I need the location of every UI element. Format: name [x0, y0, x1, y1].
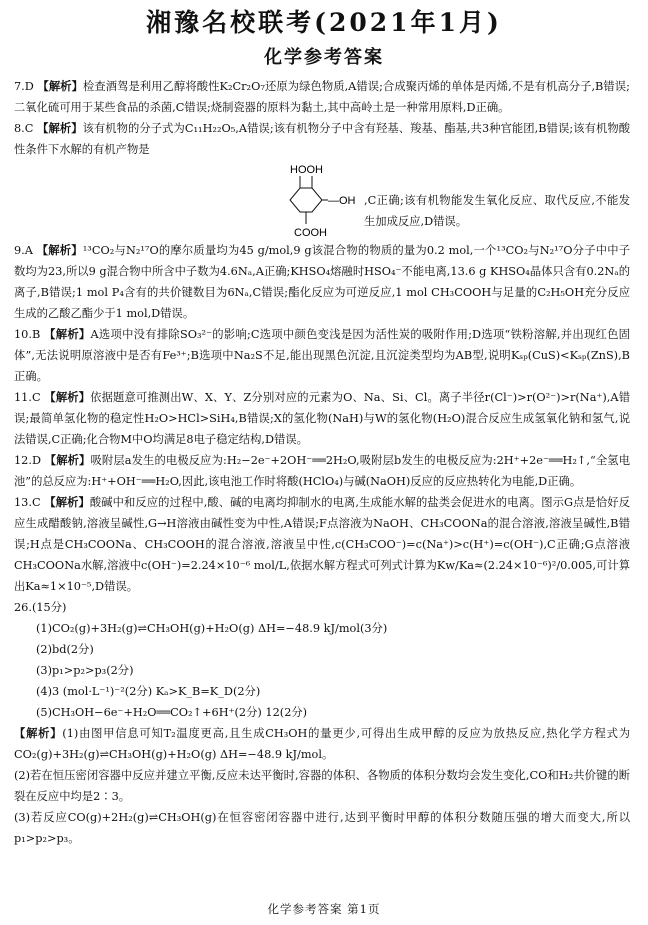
q26-item-4: (4)3 (mol·L⁻¹)⁻²(2分) Kₐ>K_B=K_D(2分)	[36, 685, 261, 698]
analysis-tag: 【解析】	[37, 79, 84, 93]
molecule-diagram	[282, 162, 362, 240]
page-footer: 化学参考答案 第1页	[267, 902, 381, 916]
analysis-tag: 【解析】	[44, 327, 91, 341]
molecule-top-label: HOOH	[290, 164, 323, 176]
answer-text: ¹³CO₂与N₂¹⁷O的摩尔质量均为45 g/mol,9 g该混合物的物质的量为0.2 mol,一个¹³CO₂与N₂¹⁷O分子中中子数均为23,所以9 g混合物中所含中子数为4.6Nₐ,A正确;KHSO₄熔融时HSO₄⁻不能电离,13.6 g KHSO₄晶体只含有0.2Nₐ的离子,B错误;1 mol P₄含有的共价键数目为6Nₐ,C错误;酯化反应为可逆反应,1 mol CH₃COOH与足量的C₂H₅OH充分反应生成的乙酸乙酯少于1 mol,D错误。	[14, 244, 630, 320]
answer-8	[14, 118, 630, 160]
answer-number: 11.C	[14, 391, 41, 404]
answer-number: 7.D	[14, 80, 34, 93]
answer-9	[14, 240, 630, 324]
answer-text: 酸碱中和反应的过程中,酸、碱的电离均抑制水的电离,生成能水解的盐类会促进水的电离。图示G点是恰好反应生成醋酸钠,溶液呈碱性,G→H溶液由碱性变为中性,A错误;F点溶液为NaOH、CH₃COONa的混合溶液,溶液呈碱性,B错误;H点是CH₃COONa、CH₃COOH的混合溶液,溶液呈中性,c(CH₃COO⁻)=c(Na⁺)>c(H⁺)=c(OH⁻),C正确;G点溶液CH₃COONa水解,溶液中c(OH⁻)=2.24×10⁻⁶ mol/L,依据水解方程式可列式计算为Kw/Ka≈(2.24×10⁻⁶)²/0.005,可计算出Ka≈1×10⁻⁵,D错误。	[14, 496, 630, 593]
answer-text: 吸附层a发生的电极反应为:H₂−2e⁻+2OH⁻══2H₂O,吸附层b发生的电极反应为:2H⁺+2e⁻══H₂↑,“全氢电池”的总反应为:H⁺+OH⁻══H₂O,因此,该电池工作时将酸(HClO₄)与碱(NaOH)反应的反应热转化为电能,D正确。	[14, 454, 630, 488]
answer-number: 8.C	[14, 122, 34, 135]
answer-13	[14, 492, 630, 597]
q26-item-3: (3)p₁>p₂>p₃(2分)	[36, 664, 134, 677]
page-title: 湘豫名校联考(2021年1月)	[146, 8, 502, 37]
q26-explain-2: (2)若在恒压密闭容器中反应并建立平衡,反应未达平衡时,容器的体积、各物质的体积分数均会发生变化,CO和H₂共价键的断裂在反应中均是2∶3。	[14, 769, 630, 803]
page-subtitle: 化学参考答案	[264, 47, 384, 68]
q26-item-2: (2)bd(2分)	[36, 643, 94, 656]
molecule-bottom-label: COOH	[294, 227, 327, 239]
molecule-right-label: —OH	[328, 195, 356, 207]
q26-explain-1	[14, 723, 630, 765]
answer-number: 13.C	[14, 496, 41, 509]
answer-text: 依据题意可推测出W、X、Y、Z分别对应的元素为O、Na、Si、Cl。离子半径r(Cl⁻)>r(O²⁻)>r(Na⁺),A错误;最简单氢化物的稳定性H₂O>HCl>SiH₄,B错误;X的氢化物(NaH)与W的氢化物(H₂O)混合反应生成氢氧化钠和氢气,说法错误,C正确;化合物M中O均满足8电子稳定结构,D错误。	[14, 391, 630, 446]
answer-number: 9.A	[14, 244, 33, 257]
explain-text: (1)由图甲信息可知T₂温度更高,且生成CH₃OH的量更少,可得出生成甲醇的反应为放热反应,热化学方程式为CO₂(g)+3H₂(g)⇌CH₃OH(g)+H₂O(g) ΔH=−48.9 kJ/mol。	[14, 727, 630, 761]
analysis-tag: 【解析】	[44, 453, 91, 467]
answer-number: 10.B	[14, 328, 41, 341]
answer-text: 检查酒驾是利用乙醇将酸性K₂Cr₂O₇还原为绿色物质,A错误;合成聚丙烯的单体是丙烯,不是有机高分子,B错误;二氧化硫可用于某些食品的杀菌,C错误;烧制瓷器的原料为黏土,其中高岭土是一种常用原料,D正确。	[14, 80, 630, 114]
answer-7	[14, 76, 630, 118]
answer-body	[14, 76, 630, 849]
answer-text: A选项中没有排除SO₃²⁻的影响;C选项中颜色变浅是因为活性炭的吸附作用;D选项“铁粉溶解,并出现红色固体”,无法说明原溶液中是否有Fe³⁺;B选项中Na₂S不足,能出现黑色沉淀,且沉淀类型均为AB型,说明Kₛₚ(CuS)<Kₛₚ(ZnS),B正确。	[14, 328, 630, 383]
q26-item-1: (1)CO₂(g)+3H₂(g)⇌CH₃OH(g)+H₂O(g) ΔH=−48.9 kJ/mol(3分)	[36, 622, 388, 635]
analysis-tag: 【解析】	[44, 390, 91, 404]
q26-item-5: (5)CH₃OH−6e⁻+H₂O══CO₂↑+6H⁺(2分) 12(2分)	[36, 706, 308, 719]
answer-number: 12.D	[14, 454, 42, 467]
analysis-tag: 【解析】	[44, 495, 90, 509]
q26-head: 26.(15分)	[14, 601, 67, 614]
q26-explain-3: (3)若反应CO(g)+2H₂(g)⇌CH₃OH(g)在恒容密闭容器中进行,达到平衡时甲醇的体积分数随压强的增大而变大,所以p₁>p₂>p₃。	[14, 811, 630, 845]
answer-8-tail: ,C正确;该有机物能发生氧化反应、取代反应,不能发生加成反应,D错误。	[364, 194, 630, 228]
answer-12	[14, 450, 630, 492]
analysis-tag: 【解析】	[36, 243, 83, 257]
analysis-tag: 【解析】	[14, 726, 63, 740]
analysis-tag: 【解析】	[37, 121, 83, 135]
answer-10	[14, 324, 630, 387]
answer-11	[14, 387, 630, 450]
structure-block	[14, 162, 630, 240]
answer-text: 该有机物的分子式为C₁₁H₂₂O₅,A错误;该有机物分子中含有羟基、羧基、酯基,共3种官能团,B错误;该有机物酸性条件下水解的有机产物是	[14, 122, 630, 156]
hydrolysis-product-structure	[282, 162, 362, 240]
